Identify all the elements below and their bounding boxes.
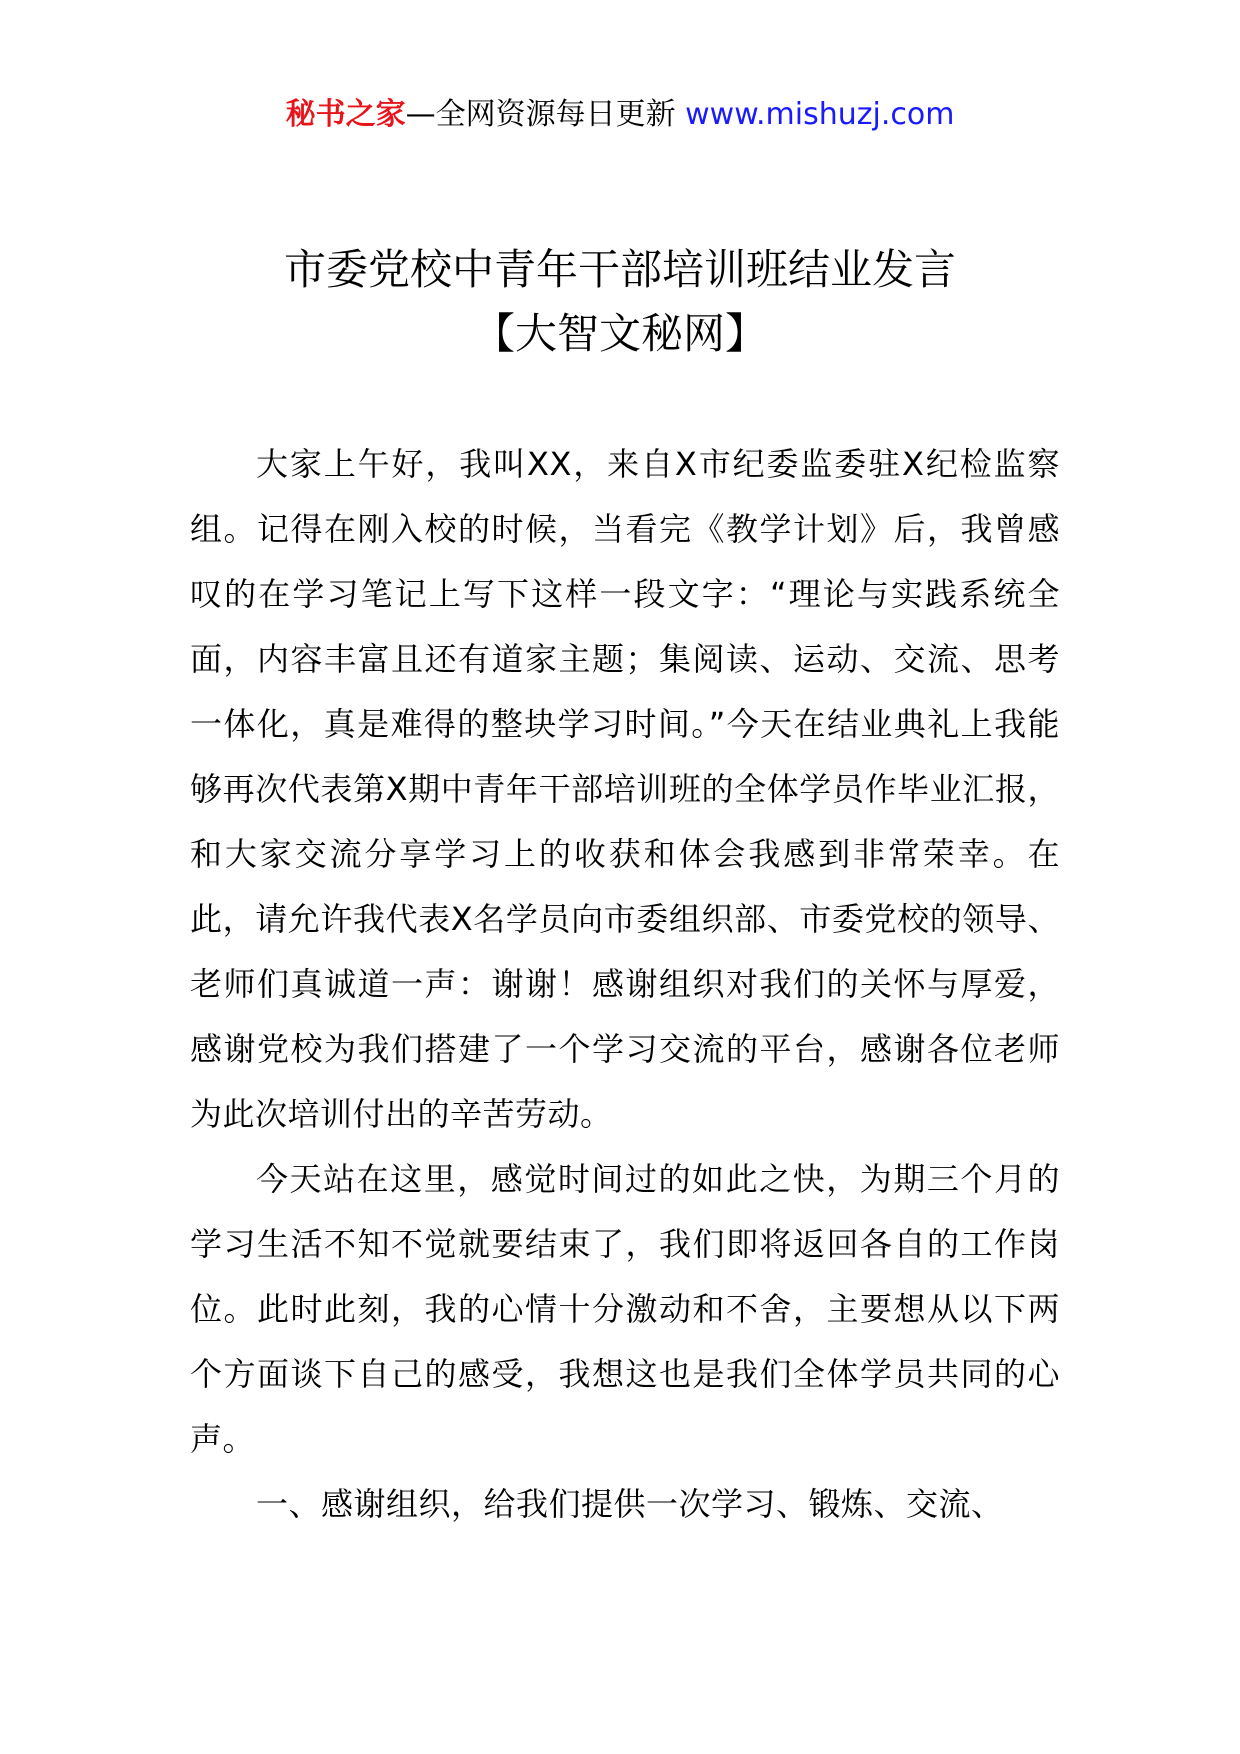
site-brand: 秘书之家 bbox=[285, 97, 406, 132]
title-line-1: 市委党校中青年干部培训班结业发言 bbox=[283, 245, 956, 294]
site-tagline: —全网资源每日更新 bbox=[405, 97, 686, 132]
paragraph: 大家上午好，我叫XX，来自X市纪委监委驻X纪检监察组。记得在刚入校的时候，当看完《教学计划》后，我曾感叹的在学习笔记上写下这样一段文字：“理论与实践系统全面，内容丰富且还有道家主题；集阅读、运动、交流、思考一体化，真是难得的整块学习时间。”今天在结业典礼上我能够再次代表第X期中青年干部培训班的全体学员作毕业汇报，和大家交流分享学习上的收获和体会我感到非常荣幸。在此，请允许我代表X名学员向市委组织部、市委党校的领导、老师们真诚道一声：谢谢！感谢组织对我们的关怀与厚爱，感谢党校为我们搭建了一个学习交流的平台，感谢各位老师为此次培训付出的辛苦劳动。 bbox=[190, 445, 1060, 1133]
document-title bbox=[0, 238, 1240, 366]
section-heading: 一、感谢组织，给我们提供一次学习、锻炼、交流、 bbox=[256, 1485, 1004, 1523]
document-body bbox=[190, 432, 1060, 1537]
site-url-link[interactable]: www.mishuzj.com bbox=[685, 97, 955, 132]
title-line-2: 【大智文秘网】 bbox=[472, 309, 767, 358]
paragraph: 今天站在这里，感觉时间过的如此之快，为期三个月的学习生活不知不觉就要结束了，我们即将返回各自的工作岗位。此时此刻，我的心情十分激动和不舍，主要想从以下两个方面谈下自己的感受，我想这也是我们全体学员共同的心声。 bbox=[190, 1160, 1060, 1458]
site-banner bbox=[0, 95, 1240, 135]
